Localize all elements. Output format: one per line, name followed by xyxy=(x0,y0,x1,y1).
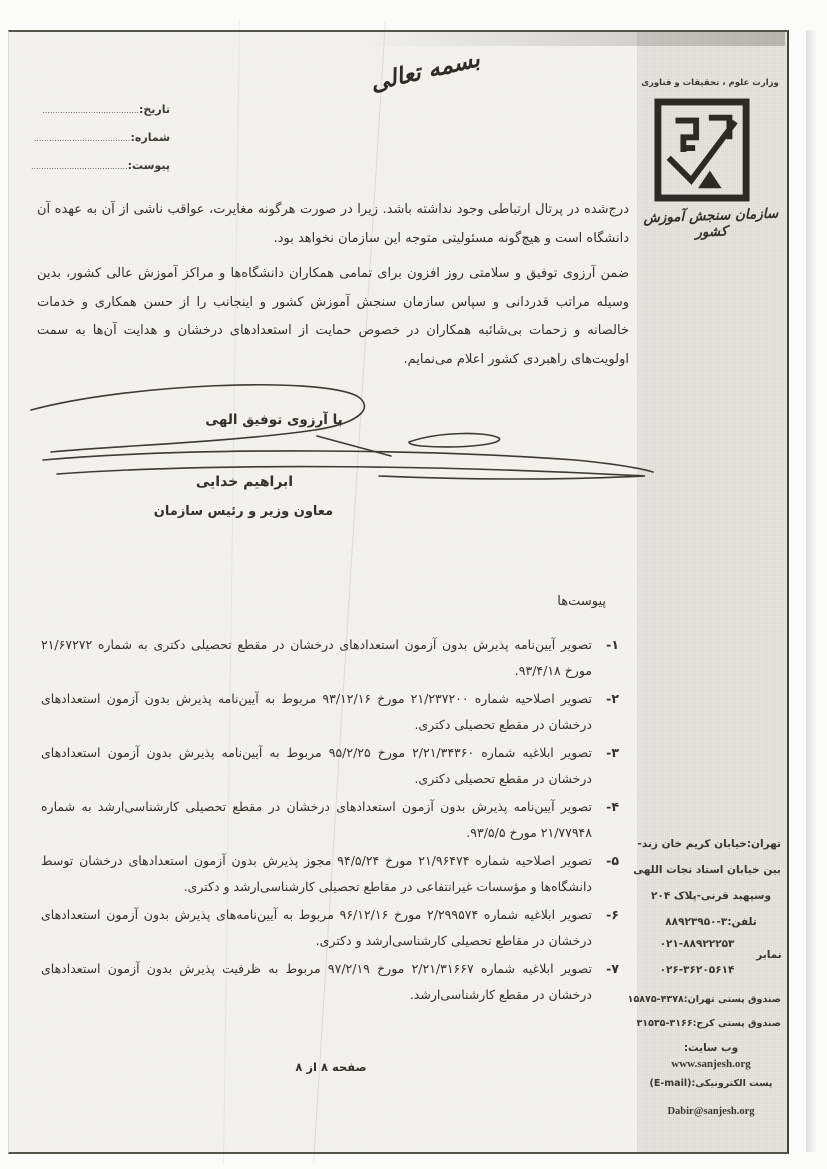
sanjesh-logo xyxy=(653,97,751,203)
attachment-dotted-line: ...................................... xyxy=(31,162,128,171)
attachment-item-7 xyxy=(41,956,619,1007)
attachment-item-4 xyxy=(41,794,619,845)
pobox-tehran: صندوق پستی تهران:۴۳۷۸-۱۵۸۷۵ xyxy=(627,994,781,1005)
meta-fields xyxy=(31,96,170,180)
attachment-item-1 xyxy=(41,632,619,683)
signer-title: معاون وزیر و رئیس سازمان xyxy=(153,504,334,519)
attachments-list xyxy=(41,632,619,1010)
signature-scribble-icon xyxy=(17,380,662,498)
date-field xyxy=(31,96,170,124)
fax-number-1: ۰۲۱-۸۸۹۲۲۲۵۳ xyxy=(659,938,735,950)
attachment-text: تصویر ابلاغیه شماره ۲/۲۱/۳۱۶۶۷ مورخ ۹۷/۲/۱۹ مربوط به ظرفیت پذیرش بدون آزمون استعدادهای درخشان در مقطع کارشناسی‌ارشد. xyxy=(41,961,592,1002)
bismillah-calligraphy: بسمه تعالی xyxy=(367,46,483,97)
address-line-1: تهران:خیابان کریم خان زند- xyxy=(637,838,781,850)
email-label: پست الکترونیکی:(E-mail) xyxy=(649,1078,773,1089)
attachment-item-2 xyxy=(41,686,619,737)
ministry-name: وزارت علوم ، تحقیقات و فناوری xyxy=(641,78,779,88)
attachment-number: ۵- xyxy=(606,853,619,868)
number-label: شماره: xyxy=(130,131,171,144)
signer-name: ابراهیم خدایی xyxy=(195,474,294,490)
attachment-text: تصویر آیین‌نامه پذیرش بدون آزمون استعدادهای درخشان در مقطع تحصیلی کارشناسی‌ارشد به شماره ۲۱/۷۷۹۴۸ مورخ ۹۳/۵/۵. xyxy=(41,799,592,840)
attachment-field xyxy=(31,152,170,180)
attachment-number: ۴- xyxy=(606,799,619,814)
scan-right-edge xyxy=(806,30,816,1152)
body-paragraph-1: درج‌شده در پرتال ارتباطی وجود نداشته باشد. زیرا در صورت هرگونه مغایرت، عواقب ناشی از آن به عهده آن دانشگاه است و هیچ‌گونه مسئولیتی متوجه این سازمان نخواهد بود. xyxy=(37,202,629,246)
body-paragraph-2: ضمن آرزوی توفیق و سلامتی روز افزون برای تمامی همکاران دانشگاه‌ها و مراکز آموزش عالی کشور، بدین وسیله مراتب قدردانی و سپاس سازمان سنجش آموزش کشور و اینجانب را از حسن همکاری و خدمات خالصانه و زحمات بی‌شائبه همکاران در خصوص حمایت از استعدادهای درخشان و هدایت آن‌ها به سمت اولویت‌های راهبردی کشور اعلام می‌نمایم. xyxy=(37,266,629,367)
number-dotted-line: ...................................... xyxy=(33,134,131,143)
attachments-heading: پیوست‌ها xyxy=(557,594,606,609)
address-line-3: وسپهبد قرنی-پلاک ۲۰۴ xyxy=(651,890,771,902)
signature-closing: با آرزوی توفیق الهی xyxy=(205,412,343,428)
attachment-text: تصویر آیین‌نامه پذیرش بدون آزمون استعدادهای درخشان در مقطع تحصیلی دکتری به شماره ۲۱/۶۷۲۷۲ مورخ ۹۳/۴/۱۸. xyxy=(41,637,592,678)
scan-top-shadow xyxy=(355,32,785,46)
attachment-item-5 xyxy=(41,848,619,899)
attachment-number: ۲- xyxy=(606,691,619,706)
date-dotted-line: ...................................... xyxy=(42,106,139,115)
number-field xyxy=(31,124,170,152)
handwritten-signature xyxy=(17,380,662,498)
attachment-label: پیوست: xyxy=(127,159,171,172)
pobox-karaj: صندوق پستی کرج:۳۱۶۶-۳۱۵۳۵ xyxy=(636,1018,781,1029)
attachment-text: تصویر اصلاحیه شماره ۲۱/۹۶۴۷۴ مورخ ۹۴/۵/۲۴ مجوز پذیرش بدون آزمون استعدادهای درخشان توسط دانشگاه‌ها و مؤسسات غیرانتفاعی در مقاطع تحصیلی کارشناسی‌ارشد و دکتری. xyxy=(41,853,592,894)
website-label: وب سایت: xyxy=(683,1042,739,1054)
address-line-2: بین خیابان استاد نجات اللهی xyxy=(633,864,781,876)
attachment-number: ۶- xyxy=(606,907,619,922)
phone-line: تلفن:۳-۸۸۹۲۳۹۵۰ xyxy=(665,916,757,928)
attachment-number: ۷- xyxy=(606,961,619,976)
website-url: www.sanjesh.org xyxy=(671,1058,751,1070)
letter-page xyxy=(8,30,789,1154)
organization-name-calligraphy: سازمان سنجش آموزش کشور xyxy=(643,205,779,241)
email-address: Dabir@sanjesh.org xyxy=(667,1106,755,1117)
date-label: تاریخ: xyxy=(138,103,171,116)
fax-number-2: ۰۲۶-۳۶۲۰۵۶۱۴ xyxy=(659,964,735,976)
attachment-number: ۱- xyxy=(606,637,619,652)
page-number: صفحه ۸ از ۸ xyxy=(295,1060,367,1074)
fax-label: نمابر xyxy=(756,949,782,961)
sanjesh-emblem-icon xyxy=(653,97,751,203)
attachment-number: ۳- xyxy=(606,745,619,760)
attachment-item-3 xyxy=(41,740,619,791)
attachment-text: تصویر ابلاغیه شماره ۲/۲۱/۳۴۳۶۰ مورخ ۹۵/۲/۲۵ مربوط به آیین‌نامه پذیرش بدون آزمون استعدادهای درخشان در مقطع تحصیلی دکتری. xyxy=(41,745,592,786)
attachment-text: تصویر ابلاغیه شماره ۲/۲۹۹۵۷۴ مورخ ۹۶/۱۲/۱۶ مربوط به آیین‌نامه‌های پذیرش بدون آزمون استعدادهای درخشان در مقاطع تحصیلی کارشناسی‌ارشد و دکتری. xyxy=(41,907,592,948)
attachment-item-6 xyxy=(41,902,619,953)
attachment-text: تصویر اصلاحیه شماره ۲۱/۲۳۷۲۰۰ مورخ ۹۳/۱۲/۱۶ مربوط به آیین‌نامه پذیرش بدون آزمون استعدادهای درخشان در مقطع تحصیلی دکتری. xyxy=(41,691,592,732)
